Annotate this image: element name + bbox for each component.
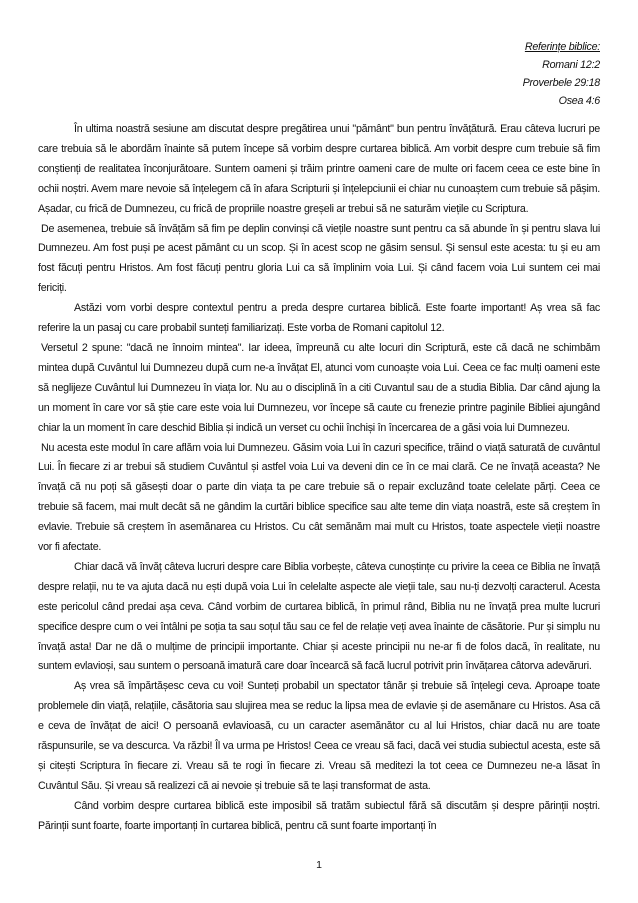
paragraph: De asemenea, trebuie să învățăm să fim pe deplin convinși că viețile noastre sunt pentru ca să abunde în și pentru slava lui Dumnezeu. Am fost puși pe acest pământ cu un scop. Și în acest scop ne găsim sensul. Și sensul este acesta: tu și eu am fost făcuți pentru Hristos. Am fost făcuți pentru gloria Lui ca să împlinim voia Lui. Și când facem voia Lui suntem cei mai fericiți. [38, 222, 600, 295]
paragraph: În ultima noastră sesiune am discutat despre pregătirea unui "pământ" bun pentru învățătură. Erau câteva lucruri pe care trebuia să le abordăm înainte să putem începe să vorbim despre curtarea biblică. Am vorbit despre cum trebuie să fim conștienți de realitatea înconjurătoare. Suntem oameni și trăim printre oameni care de multe ori facem ceea ce este bine în ochii noștri. Avem mare nevoie să înțelegem că în afara Scripturii și înțelepciunii ei chiar nu cunoaștem cum trebuie să pășim. Așadar, cu frică de Dumnezeu, cu frică de propriile noastre greșeli ar trebui să ne saturăm viețile cu Scriptura. [38, 123, 600, 215]
page-number: 1 [316, 859, 322, 871]
reference-item: Romani 12:2 [542, 59, 600, 71]
references-heading: Referințe biblice: [524, 41, 600, 53]
reference-item: Osea 4:6 [558, 95, 600, 107]
reference-item: Proverbele 29:18 [522, 77, 600, 89]
paragraph: Versetul 2 spune: "dacă ne înnoim mintea". Iar ideea, împreună cu alte locuri din Scriptură, este că dacă ne schimbăm mintea după Cuvântul lui Dumnezeu după cum ne-a învățat El, atunci vom cunoaște voia Lui. Ceea ce fac mulți oameni este să neglijeze Cuvântul lui Dumnezeu în viața lor. Nu au o disciplină în a citi Cuvantul sau de a studia Biblia. Dar când ajung la un moment în care vor să știe care este voia lui Dumnezeu, vor începe să caute cu frenezie printre paginile Bibliei ajungând chiar la un moment în care deschid Biblia și indică un verset cu ochii închiși în încercarea de a găsi voia lui Dumnezeu. [38, 341, 600, 434]
paragraph: Nu acesta este modul în care aflăm voia lui Dumnezeu. Găsim voia Lui în cazuri specifice, trăind o viață saturată de cuvântul Lui. În fiecare zi ar trebui să studiem Cuvântul și astfel voia Lui va deveni din ce în ce mai clară. Ce ne învață aceasta? Ne învață că nu poți să găsești doar o parte din viața ta pe care trebuie să o repair excluzând toate celelate părți. Ceea ce trebuie să facem, mai mult decât să ne gândim la curtări biblice specifice sau alte teme din viața noastră, este să creștem în evlavie. Trebuie să creștem în asemănarea cu Hristos. Cu cât semănăm mai mult cu Hristos, toate aspectele vieții noastre vor fi afectate. [38, 441, 600, 554]
document-body [38, 38, 600, 837]
paragraph: Chiar dacă vă învăț câteva lucruri despre care Biblia vorbește, câteva cunoștințe cu privire la ceea ce Biblia ne învață despre relații, nu te va ajuta dacă nu ești după voia Lui în celelalte aspecte ale vieții tale, sau nu-ți dezvolți caracterul. Acesta este pericolul când predai așa ceva. Când vorbim de curtarea biblică, în primul rând, Biblia nu ne învață prea multe lucruri specifice despre cum o vei întâlni pe soția ta sau soțul tău sau ce fel de relație veți avea înainte de căsătorie. Pur și simplu nu învață asta! Dar ne dă o mulțime de principii importante. Chiar și aceste principii nu ne-ar fi de folos dacă, în realitate, nu suntem evlavioși, sau suntem o persoană imatură care doar încearcă să facă lucrul potrivit prin învățarea câtorva adevăruri. [38, 560, 600, 673]
paragraph: Când vorbim despre curtarea biblică este imposibil să tratăm subiectul fără să discutăm și despre părinții noștri. Părinții sunt foarte, foarte importanți în curtarea biblică, pentru că sunt foarte importanți în [38, 799, 600, 832]
bible-references [38, 38, 600, 110]
paragraph: Aș vrea să împărtășesc ceva cu voi! Sunteți probabil un spectator tânăr și trebuie să înțelegi ceva. Aproape toate problemele din viață, relațiile, căsătoria sau slujirea mea se reduc la lipsa mea de evlavie și de asemănare cu Hristos. Asa că e ceva de învățat de aici! O persoană evlavioasă, cu un caracter asemănător cu al lui Hristos, chiar dacă nu are toate răspunsurile, se va descurca. Va răzbi! Îl va urma pe Hristos! Ceea ce vreau să faci, dacă vei studia subiectul acesta, este să și citești Scriptura în fiecare zi. Vreau să te rogi în fiecare zi. Vreau să meditezi la tot ceea ce Dumnezeu ne-a lăsat în Cuvântul Său. Și vreau să realizezi că ai nevoie și trebuie să te lași transformat de asta. [38, 680, 600, 792]
paragraph: Astăzi vom vorbi despre contextul pentru a preda despre curtarea biblică. Este foarte important! Aș vrea să fac referire la un pasaj cu care probabil sunteți familiarizați. Este vorba de Romani capitolul 12. [38, 302, 600, 335]
